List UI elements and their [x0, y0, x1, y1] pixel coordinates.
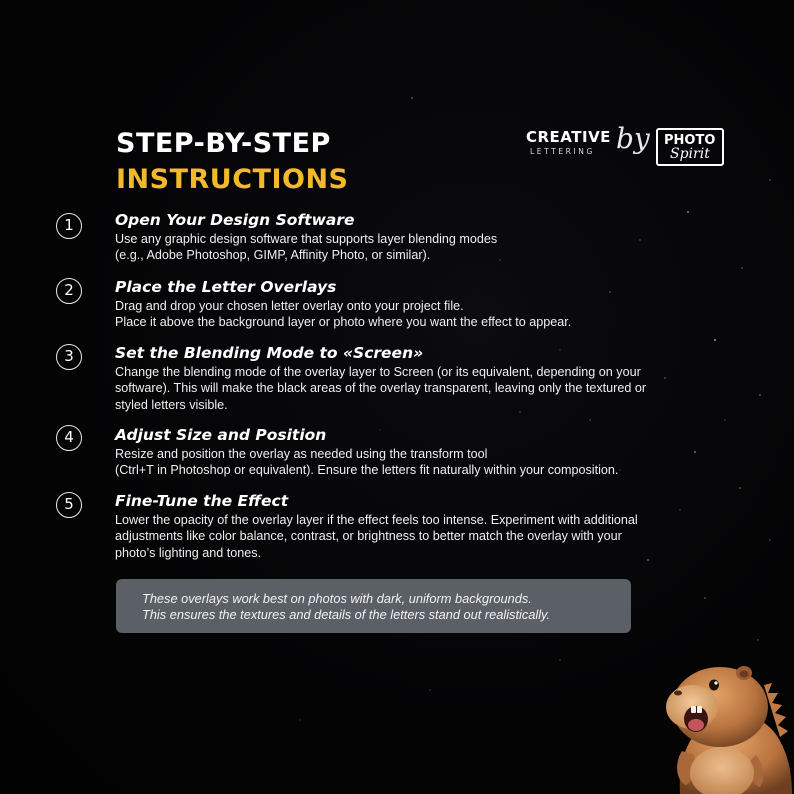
logo-creative-text: CREATIVE [526, 128, 611, 146]
step-description-line: (Ctrl+T in Photoshop or equivalent). Ensure the letters fit naturally within your composition. [115, 463, 619, 478]
logo-lettering-text: LETTERING [530, 147, 595, 156]
step-description-line: (e.g., Adobe Photoshop, GIMP, Affinity Photo, or similar). [115, 248, 431, 263]
step-description-line: Drag and drop your chosen letter overlay onto your project file. [115, 299, 464, 313]
step-description-line: software). This will make the black areas of the overlay transparent, leaving only the textured or [115, 381, 647, 396]
step-description-line: Use any graphic design software that supports layer blending modes [115, 232, 498, 246]
tip-line-1: These overlays work best on photos with dark, uniform backgrounds. [142, 591, 532, 606]
step-description [115, 512, 695, 561]
step-description-line: adjustments like color balance, contrast, or brightness to better match the overlay with your [115, 529, 622, 544]
step-description [115, 231, 695, 264]
brand-logo [524, 124, 734, 172]
step-description-line: Lower the opacity of the overlay layer if the effect feels too intense. Experiment with additional [115, 513, 638, 527]
step-number-badge: 2 [56, 278, 82, 304]
step-description-line: photo’s lighting and tones. [115, 545, 262, 560]
step-number-badge: 1 [56, 213, 82, 239]
step-title: Adjust Size and Position [115, 426, 327, 444]
step-title: Set the Blending Mode to «Screen» [115, 344, 424, 362]
logo-by-text: by [616, 122, 650, 155]
step-description-line: Place it above the background layer or photo where you want the effect to appear. [115, 315, 572, 330]
step-description [115, 364, 695, 413]
step-description [115, 298, 695, 331]
step-number-badge: 3 [56, 344, 82, 370]
step-description-line: Change the blending mode of the overlay layer to Screen (or its equivalent, depending on your [115, 365, 641, 379]
tip-line-2: This ensures the textures and details of the letters stand out realistically. [142, 607, 551, 622]
step-title: Place the Letter Overlays [115, 278, 337, 296]
step-description-line: Resize and position the overlay as needed using the transform tool [115, 447, 488, 461]
logo-photo-text: PHOTO [664, 133, 716, 148]
heading-line-2: INSTRUCTIONS [116, 164, 349, 195]
step-title: Open Your Design Software [115, 211, 355, 229]
tip-box [116, 579, 631, 633]
step-number-badge: 5 [56, 492, 82, 518]
photo-spirit-logo-box [656, 128, 724, 166]
heading-line-1: STEP-BY-STEP [116, 128, 331, 159]
step-number-badge: 4 [56, 425, 82, 451]
step-title: Fine-Tune the Effect [115, 492, 289, 510]
step-description-line: styled letters visible. [115, 397, 228, 412]
logo-spirit-text: Spirit [670, 146, 710, 162]
step-description [115, 446, 695, 479]
capybara-mascot-icon [660, 655, 794, 794]
